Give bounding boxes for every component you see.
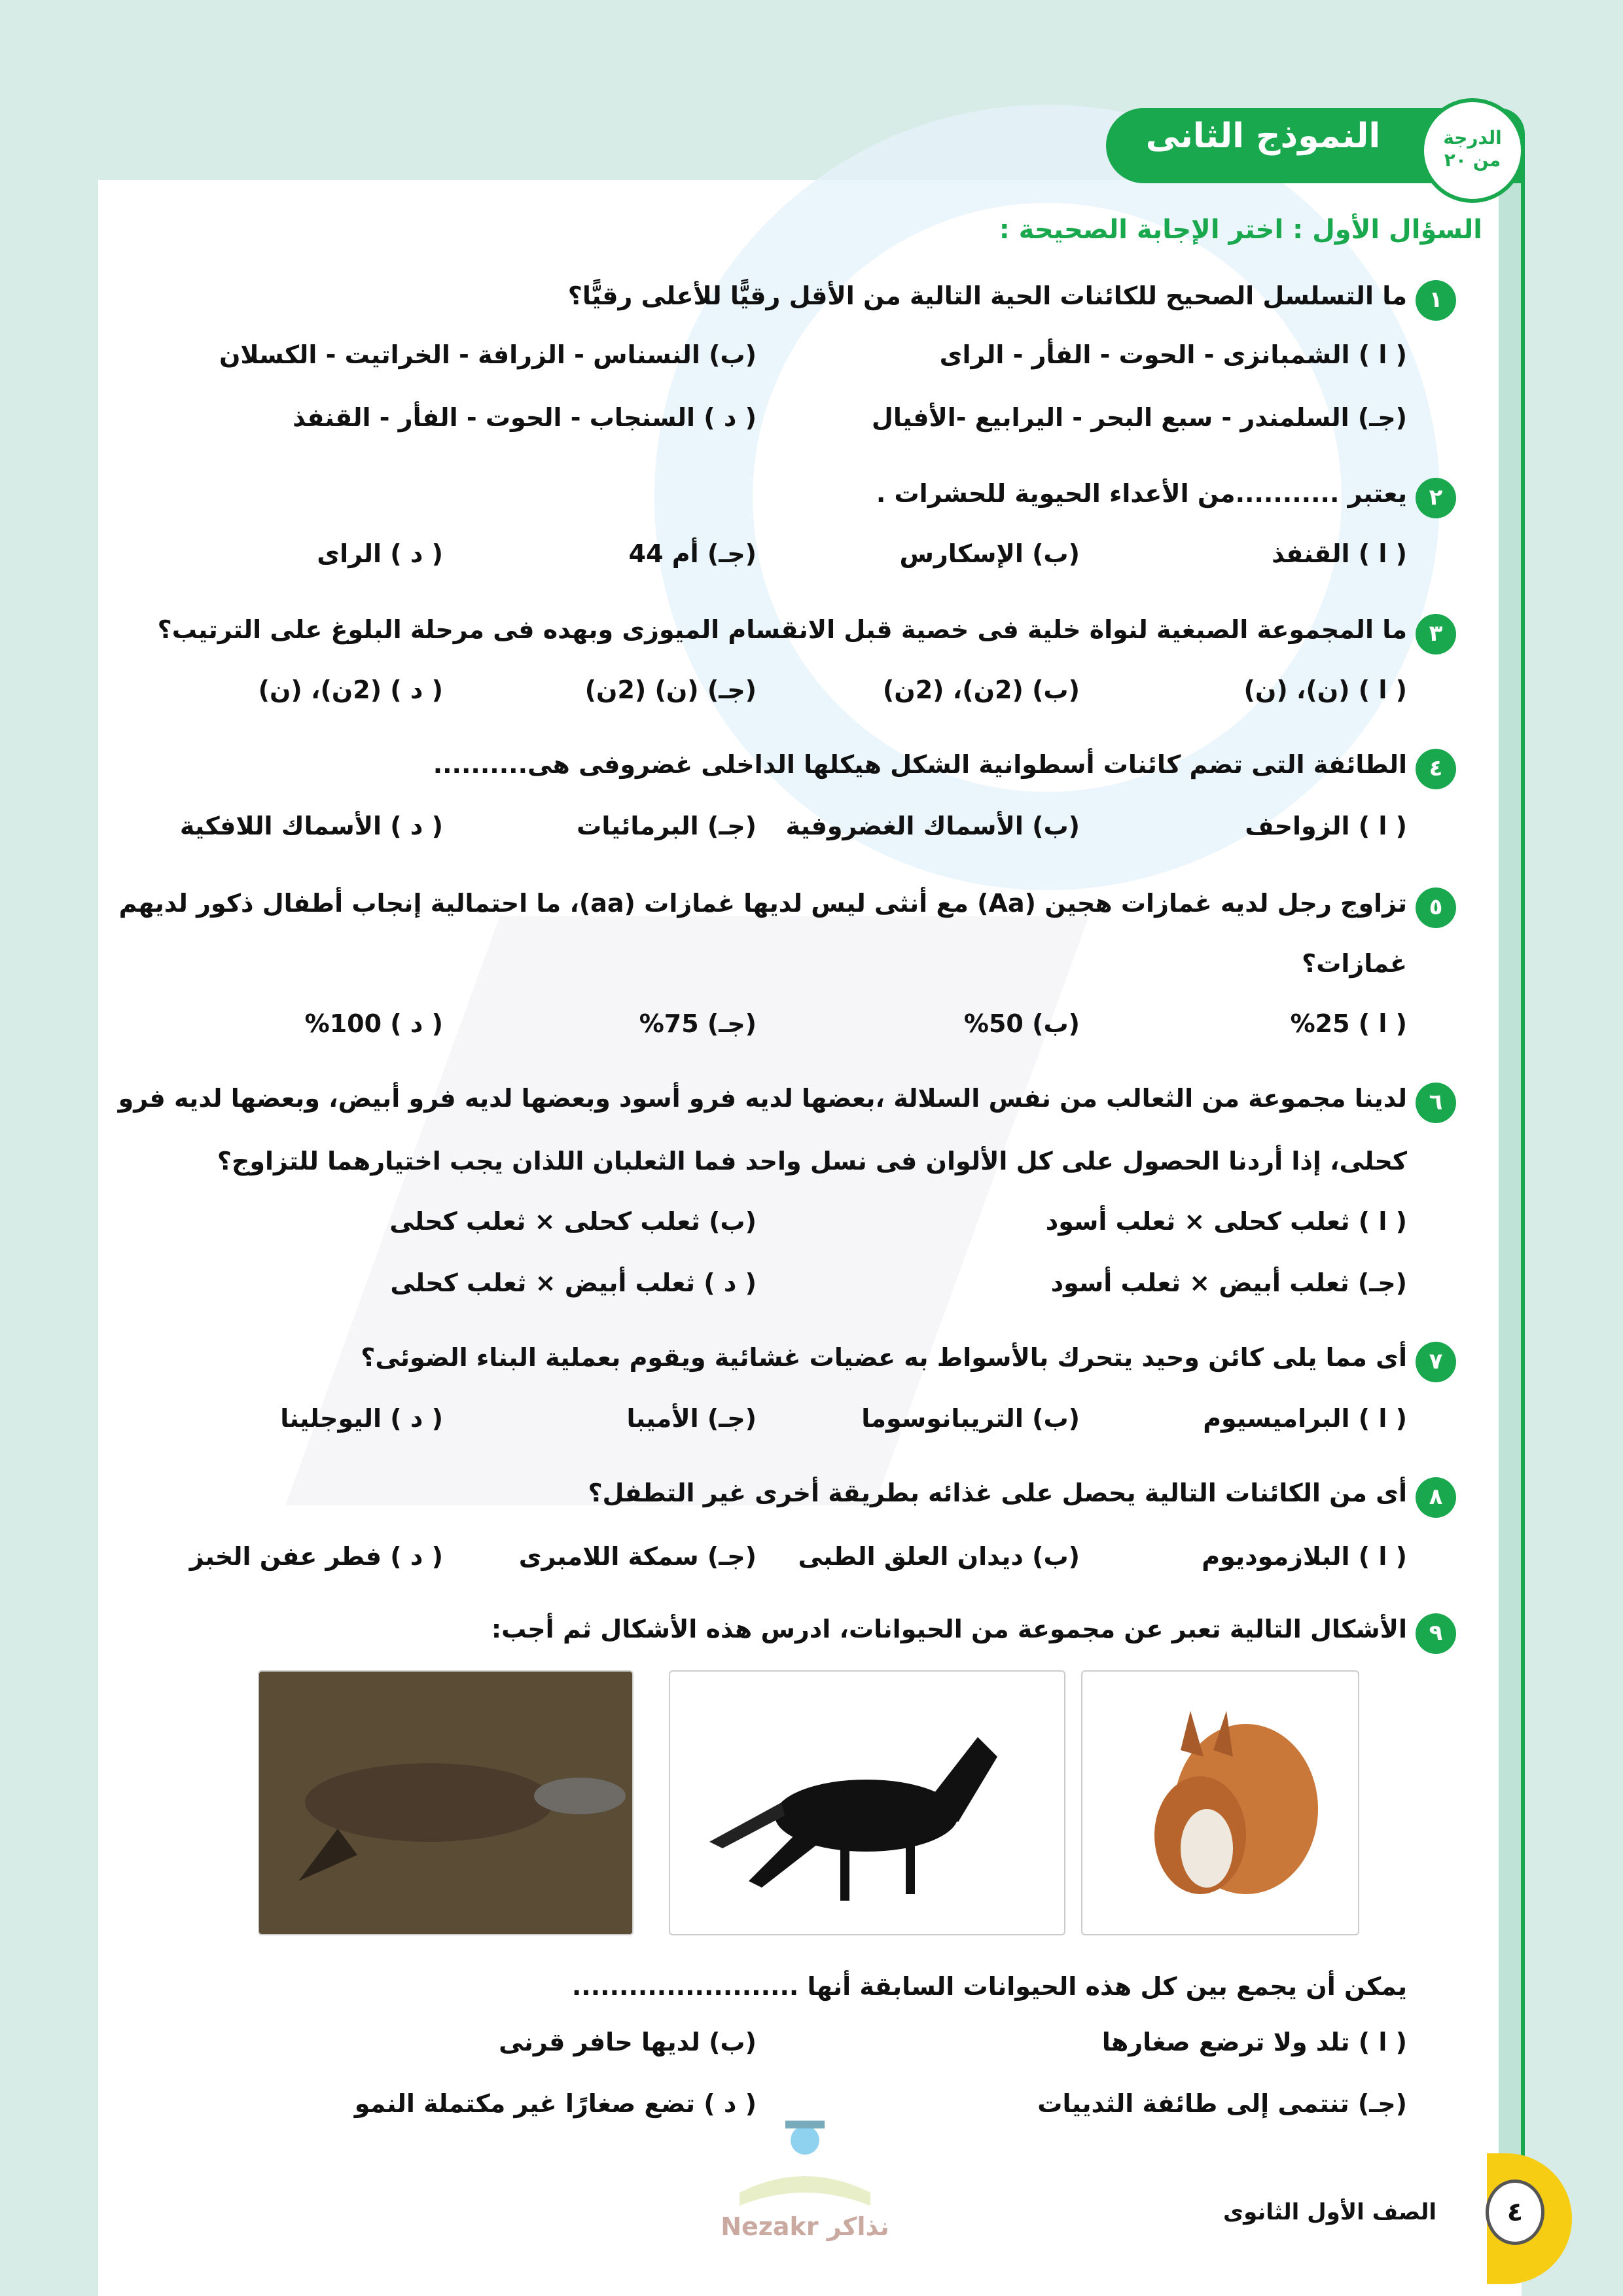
question-text: كحلى، إذا أردنا الحصول على كل الألوان فى نسل واحد فما الثعلبان اللذان يجب اختيارهما للتزاوج؟ (217, 1147, 1407, 1175)
svg-text:Nezakr نذاكر: Nezakr نذاكر (721, 2212, 889, 2241)
answer-option[interactable]: ( ا ) الزواحف (1245, 812, 1407, 840)
question-number-badge: ٣ (1416, 614, 1456, 655)
grade-level: الصف الأول الثانوى (1222, 2199, 1436, 2225)
answer-option[interactable]: ( ا ) تلد ولا ترضع صغارها (1101, 2028, 1407, 2056)
answer-option[interactable]: (ب) الإسكارس (899, 539, 1080, 568)
answer-option[interactable]: ( ا ) الشمبانزى - الحوت - الفأر - الراى (939, 340, 1407, 369)
question-text: ما التسلسل الصحيح للكائنات الحية التالية من الأقل رقيًّا للأعلى رقيًّا؟ (567, 281, 1407, 310)
squirrel-image (1081, 1670, 1359, 1935)
section-title: السؤال الأول : اختر الإجابة الصحيحة : (999, 215, 1482, 245)
question-number-badge: ٧ (1416, 1342, 1456, 1382)
grade-badge (1420, 98, 1525, 203)
answer-option[interactable]: ( د ) اليوجلينا (280, 1404, 443, 1433)
answer-option[interactable]: ( ا ) القنفذ (1272, 539, 1407, 568)
answer-option[interactable]: ( ا ) البلازموديوم (1202, 1542, 1407, 1571)
answer-option[interactable]: ( د ) الراى (317, 539, 443, 568)
page-title: النموذج الثانى (1145, 117, 1381, 156)
answer-option[interactable]: (ب) لديها حافر قرنى (499, 2028, 757, 2056)
question-text: الطائفة التى تضم كائنات أسطوانية الشكل هيكلها الداخلى غضروفى هى.......... (433, 750, 1407, 779)
question-number-badge: ٨ (1416, 1477, 1456, 1518)
answer-option[interactable]: (جـ) أم 44 (628, 539, 757, 568)
answer-option[interactable]: (ب) (2ن)، (2ن) (882, 675, 1080, 704)
question-text: أى من الكائنات التالية يحصل على غذائه بطريقة أخرى غير التطفل؟ (588, 1479, 1407, 1507)
answer-option[interactable]: (جـ) سمكة اللامبرى (518, 1542, 757, 1571)
page-number: ٤ (1486, 2179, 1544, 2245)
answer-option[interactable]: ( د ) (2ن)، (ن) (258, 675, 443, 704)
nezakr-logo (720, 2114, 890, 2245)
answer-option[interactable]: ( ا ) (ن)، (ن) (1243, 675, 1407, 704)
question-subtext: يمكن أن يجمع بين كل هذه الحيوانات السابقة أنها ........................ (571, 1972, 1407, 2001)
question-text: لدينا مجموعة من الثعالب من نفس السلالة ،بعضها لديه فرو أسود وبعضها لديه فرو أبيض، وبعضها لديه فرو (118, 1084, 1407, 1113)
question-number-badge: ٦ (1416, 1083, 1456, 1123)
question-number-badge: ٢ (1416, 478, 1456, 518)
answer-option[interactable]: (جـ) تنتمى إلى طائفة الثدييات (1037, 2089, 1407, 2118)
answer-option[interactable]: (جـ) ثعلب أبيض × ثعلب أسود (1050, 1268, 1407, 1297)
question-text: يعتبر ...........من الأعداء الحيوية للحشرات . (876, 479, 1407, 508)
question-number-badge: ١ (1416, 280, 1456, 321)
answer-option[interactable]: ( ا ) البراميسيوم (1203, 1404, 1407, 1433)
question-number-badge: ٤ (1416, 749, 1456, 789)
answer-option[interactable]: ( د ) ثعلب أبيض × ثعلب كحلى (390, 1268, 757, 1297)
platypus-image (258, 1670, 633, 1935)
answer-option[interactable]: ( د ) فطر عفن الخبز (189, 1542, 443, 1571)
answer-option[interactable]: (ب) ثعلب كحلى × ثعلب كحلى (389, 1207, 757, 1236)
answer-option[interactable]: (جـ) البرمائيات (577, 812, 757, 840)
answer-option[interactable]: (جـ) (ن) (2ن) (584, 675, 757, 704)
answer-option[interactable]: (جـ) 75% (639, 1009, 757, 1038)
answer-option[interactable]: (ب) النسناس - الزرافة - الخراتيت - الكسلان (219, 340, 757, 369)
answer-option[interactable]: ( ا ) 25% (1290, 1009, 1407, 1038)
answer-option[interactable]: ( د ) الأسماك اللافكية (179, 812, 443, 840)
answer-option[interactable]: ( ا ) ثعلب كحلى × ثعلب أسود (1045, 1207, 1407, 1236)
question-number-badge: ٥ (1416, 888, 1456, 928)
question-text: تزاوج رجل لديه غمازات هجين (Aa) مع أنثى ليس لديها غمازات (aa)، ما احتمالية إنجاب أطفال ذكور لديهم (118, 889, 1407, 918)
answer-option[interactable]: ( د ) السنجاب - الحوت - الفأر - القنفذ (293, 403, 757, 432)
horse-image (669, 1670, 1065, 1935)
question-number-badge: ٩ (1416, 1613, 1456, 1654)
answer-option[interactable]: (ب) الأسماك الغضروفية (785, 812, 1080, 840)
grade-value: من ٢٠ (1444, 149, 1501, 171)
question-text: غمازات؟ (1302, 949, 1407, 978)
grade-label: الدرجة (1443, 127, 1502, 149)
answer-option[interactable]: (ب) التريبانوسوما (861, 1404, 1080, 1433)
answer-option[interactable]: ( د ) 100% (304, 1009, 443, 1038)
answer-option[interactable]: (جـ) الأميبا (626, 1404, 757, 1433)
answer-option[interactable]: (جـ) السلمندر - سبع البحر - اليرابيع -الأفيال (871, 403, 1407, 432)
side-stripe (1499, 170, 1525, 2160)
answer-option[interactable]: ( د ) تضع صغارًا غير مكتملة النمو (354, 2089, 757, 2118)
answer-option[interactable]: (ب) ديدان العلق الطبى (798, 1542, 1080, 1571)
question-text: الأشكال التالية تعبر عن مجموعة من الحيوانات، ادرس هذه الأشكال ثم أجب: (491, 1615, 1407, 1643)
answer-option[interactable]: (ب) 50% (963, 1009, 1080, 1038)
question-text: أى مما يلى كائن وحيد يتحرك بالأسواط به عضيات غشائية ويقوم بعملية البناء الضوئى؟ (361, 1343, 1407, 1372)
question-text: ما المجموعة الصبغية لنواة خلية فى خصية قبل الانقسام الميوزى وبهده فى مرحلة البلوغ على الترتيب؟ (157, 615, 1407, 644)
